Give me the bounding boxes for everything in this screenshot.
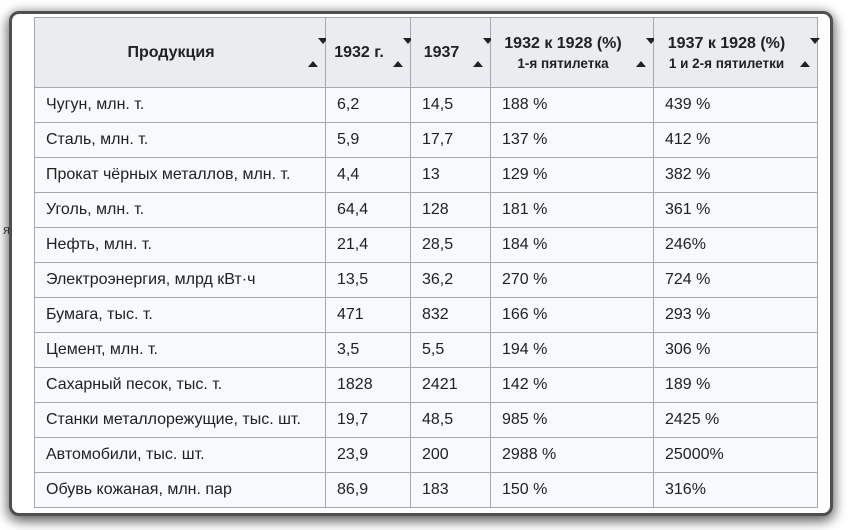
value-1932-cell: 4,4 — [326, 158, 411, 193]
product-cell: Бумага, тыс. т. — [35, 298, 326, 333]
pct-1932-1928-cell: 985 % — [491, 403, 654, 438]
pct-1937-1928-cell: 189 % — [654, 368, 818, 403]
pct-1932-1928-cell: 137 % — [491, 123, 654, 158]
screenshot-frame — [9, 11, 833, 516]
pct-1937-1928-cell: 724 % — [654, 263, 818, 298]
value-1937-cell: 5,5 — [411, 333, 491, 368]
table-body — [35, 88, 818, 508]
product-cell: Станки металлорежущие, тыс. шт. — [35, 403, 326, 438]
product-cell: Сталь, млн. т. — [35, 123, 326, 158]
value-1932-cell: 3,5 — [326, 333, 411, 368]
pct-1937-1928-cell: 316% — [654, 473, 818, 508]
pct-1937-1928-cell: 293 % — [654, 298, 818, 333]
value-1937-cell: 13 — [411, 158, 491, 193]
pct-1932-1928-cell: 184 % — [491, 228, 654, 263]
product-cell: Сахарный песок, тыс. т. — [35, 368, 326, 403]
value-1937-cell: 48,5 — [411, 403, 491, 438]
table-row — [35, 473, 818, 508]
sort-icon — [636, 44, 647, 62]
sort-icon — [308, 44, 319, 62]
table-row — [35, 333, 818, 368]
product-cell: Прокат чёрных металлов, млн. т. — [35, 158, 326, 193]
clipped-text-artifact — [3, 222, 12, 238]
column-header-1932[interactable] — [326, 18, 411, 88]
value-1932-cell: 23,9 — [326, 438, 411, 473]
pct-1932-1928-cell: 142 % — [491, 368, 654, 403]
product-cell: Обувь кожаная, млн. пар — [35, 473, 326, 508]
pct-1937-1928-cell: 361 % — [654, 193, 818, 228]
value-1932-cell: 19,7 — [326, 403, 411, 438]
pct-1937-1928-cell: 439 % — [654, 88, 818, 123]
pct-1937-1928-cell: 2425 % — [654, 403, 818, 438]
pct-1932-1928-cell: 150 % — [491, 473, 654, 508]
column-header-label: 1937 — [423, 43, 460, 61]
value-1937-cell: 14,5 — [411, 88, 491, 123]
value-1937-cell: 128 — [411, 193, 491, 228]
sort-icon — [473, 44, 484, 62]
pct-1937-1928-cell: 306 % — [654, 333, 818, 368]
header-row — [35, 18, 818, 88]
sort-icon — [393, 44, 404, 62]
product-cell: Электроэнергия, млрд кВт·ч — [35, 263, 326, 298]
product-cell: Нефть, млн. т. — [35, 228, 326, 263]
value-1932-cell: 21,4 — [326, 228, 411, 263]
column-header-1932-vs-1928[interactable] — [491, 18, 654, 88]
value-1937-cell: 28,5 — [411, 228, 491, 263]
table-row — [35, 403, 818, 438]
pct-1937-1928-cell: 246% — [654, 228, 818, 263]
table-row — [35, 228, 818, 263]
value-1932-cell: 5,9 — [326, 123, 411, 158]
pct-1932-1928-cell: 166 % — [491, 298, 654, 333]
value-1932-cell: 6,2 — [326, 88, 411, 123]
table-row — [35, 193, 818, 228]
column-header-label: Продукция — [127, 43, 215, 61]
pct-1932-1928-cell: 129 % — [491, 158, 654, 193]
product-cell: Чугун, млн. т. — [35, 88, 326, 123]
product-cell: Автомобили, тыс. шт. — [35, 438, 326, 473]
column-header-sublabel: 1-я пятилетка — [517, 55, 609, 71]
table-row — [35, 438, 818, 473]
sort-icon — [800, 44, 811, 62]
column-header-label: 1932 к 1928 (%) — [504, 34, 622, 52]
clipped-char: я — [3, 222, 11, 237]
value-1932-cell: 64,4 — [326, 193, 411, 228]
value-1932-cell: 1828 — [326, 368, 411, 403]
value-1937-cell: 832 — [411, 298, 491, 333]
value-1937-cell: 200 — [411, 438, 491, 473]
value-1932-cell: 471 — [326, 298, 411, 333]
pct-1932-1928-cell: 188 % — [491, 88, 654, 123]
pct-1937-1928-cell: 25000% — [654, 438, 818, 473]
value-1932-cell: 86,9 — [326, 473, 411, 508]
column-header-product[interactable] — [35, 18, 326, 88]
value-1937-cell: 17,7 — [411, 123, 491, 158]
column-header-1937-vs-1928[interactable] — [654, 18, 818, 88]
column-header-label: 1937 к 1928 (%) — [667, 34, 786, 52]
production-table — [34, 17, 818, 508]
table-row — [35, 88, 818, 123]
pct-1932-1928-cell: 270 % — [491, 263, 654, 298]
value-1937-cell: 2421 — [411, 368, 491, 403]
product-cell: Уголь, млн. т. — [35, 193, 326, 228]
value-1932-cell: 13,5 — [326, 263, 411, 298]
column-header-label: 1932 г. — [334, 43, 384, 61]
product-cell: Цемент, млн. т. — [35, 333, 326, 368]
column-header-sublabel: 1 и 2-я пятилетки — [668, 55, 785, 71]
value-1937-cell: 183 — [411, 473, 491, 508]
table-row — [35, 123, 818, 158]
table-row — [35, 158, 818, 193]
table-header — [35, 18, 818, 88]
table-row — [35, 298, 818, 333]
column-header-1937[interactable] — [411, 18, 491, 88]
pct-1932-1928-cell: 2988 % — [491, 438, 654, 473]
table-row — [35, 368, 818, 403]
pct-1932-1928-cell: 194 % — [491, 333, 654, 368]
pct-1937-1928-cell: 412 % — [654, 123, 818, 158]
table-row — [35, 263, 818, 298]
value-1937-cell: 36,2 — [411, 263, 491, 298]
pct-1937-1928-cell: 382 % — [654, 158, 818, 193]
pct-1932-1928-cell: 181 % — [491, 193, 654, 228]
